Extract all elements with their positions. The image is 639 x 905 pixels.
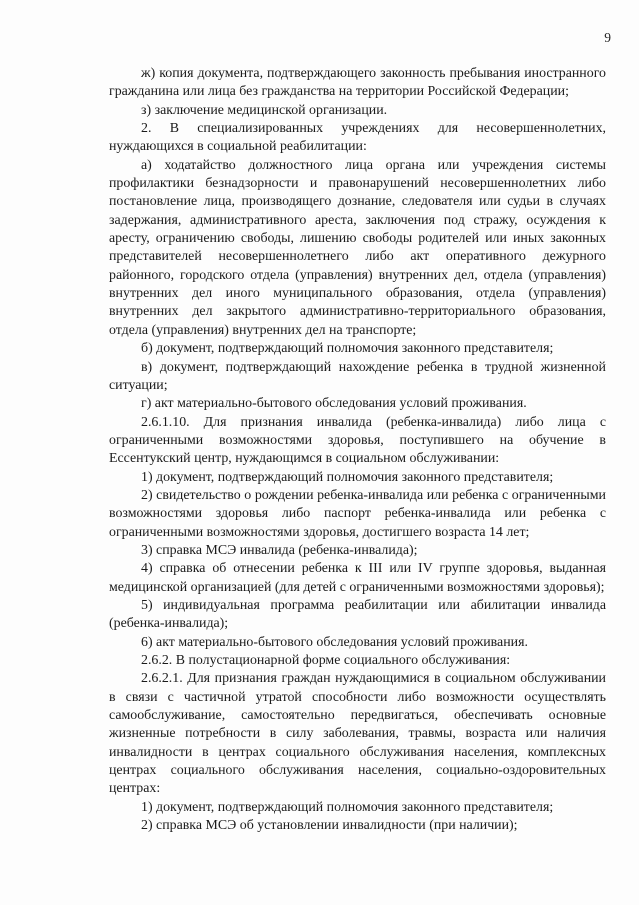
paragraph-final-item-2: 2) справка МСЭ об установлении инвалидности (при наличии); xyxy=(141,818,518,834)
paragraph-section-2-6-2-1: 2.6.2.1. Для признания граждан нуждающимися в социальном обслуживании в связи с частичной утратой способности либо возможности осуществлять самообслуживание, самостоятельно передвигаться, обеспечивать основные жизненные потребности в силу заболевания, травмы, возраста или наличия инвалидности в центрах социального обслуживания населения, комплексных центрах социального обслуживания населения, социально-оздоровительных центрах: xyxy=(109,671,606,797)
paragraph-section-2-heading: 2. В специализированных учреждениях для несовершеннолетних, нуждающихся в социальной реабилитации: xyxy=(109,121,606,155)
document-body xyxy=(109,65,606,835)
paragraph-passport-copy: ж) копия документа, подтверждающего законность пребывания иностранного гражданина или лица без гражданства на территории Российской Федерации; xyxy=(109,66,606,100)
page-number: 9 xyxy=(604,30,611,45)
paragraph-petition: а) ходатайство должностного лица органа или учреждения системы профилактики безнадзорности и правонарушений несовершеннолетних либо постановление лица, производящего дознание, следователя или судьи в случаях задержания, административного ареста, заключения под стражу, осуждения к аресту, ограничению свободы, лишению свободы родителей или иных законных представителей несовершеннолетнего либо акт оперативного дежурного районного, городского отдела (управления) внутренних дел, отдела (управления) внутренних дел иного муниципального образования, отдела (управления) внутренних дел закрытого административно-территориального образования, отдела (управления) внутренних дел на транспорте; xyxy=(109,157,606,338)
paragraph-list-item-2: 2) свидетельство о рождении ребенка-инвалида или ребенка с ограниченными возможностями здоровья либо паспорт ребенка-инвалида или ребенка с ограниченными возможностями здоровья, достигшего возраста 14 лет; xyxy=(109,487,606,540)
paragraph-list-item-1: 1) документ, подтверждающий полномочия законного представителя; xyxy=(141,469,554,485)
paragraph-medical-conclusion: з) заключение медицинской организации. xyxy=(141,102,388,118)
paragraph-list-item-6: 6) акт материально-бытового обследования условий проживания. xyxy=(141,634,528,650)
paragraph-list-item-3: 3) справка МСЭ инвалида (ребенка-инвалида); xyxy=(141,542,418,558)
paragraph-list-item-4: 4) справка об отнесении ребенка к III или IV группе здоровья, выданная медицинской организацией (для детей с ограниченными возможностями здоровья); xyxy=(109,561,606,595)
paragraph-guardian-document: б) документ, подтверждающий полномочия законного представителя; xyxy=(141,341,554,357)
paragraph-section-2-6-2: 2.6.2. В полустационарной форме социального обслуживания: xyxy=(141,653,511,668)
paragraph-living-conditions-act: г) акт материально-бытового обследования условий проживания. xyxy=(141,396,527,412)
paragraph-difficult-situation: в) документ, подтверждающий нахождение ребенка в трудной жизненной ситуации; xyxy=(109,359,606,393)
paragraph-list-item-5: 5) индивидуальная программа реабилитации или абилитации инвалида (ребенка-инвалида); xyxy=(109,597,606,632)
paragraph-section-2-6-1-10: 2.6.1.10. Для признания инвалида (ребенка-инвалида) либо лица с ограниченными возможностями здоровья, поступившего на обучение в Ессентукский центр, нуждающимся в социальном обслуживании: xyxy=(109,414,606,467)
paragraph-final-item-1: 1) документ, подтверждающий полномочия законного представителя; xyxy=(141,799,554,815)
